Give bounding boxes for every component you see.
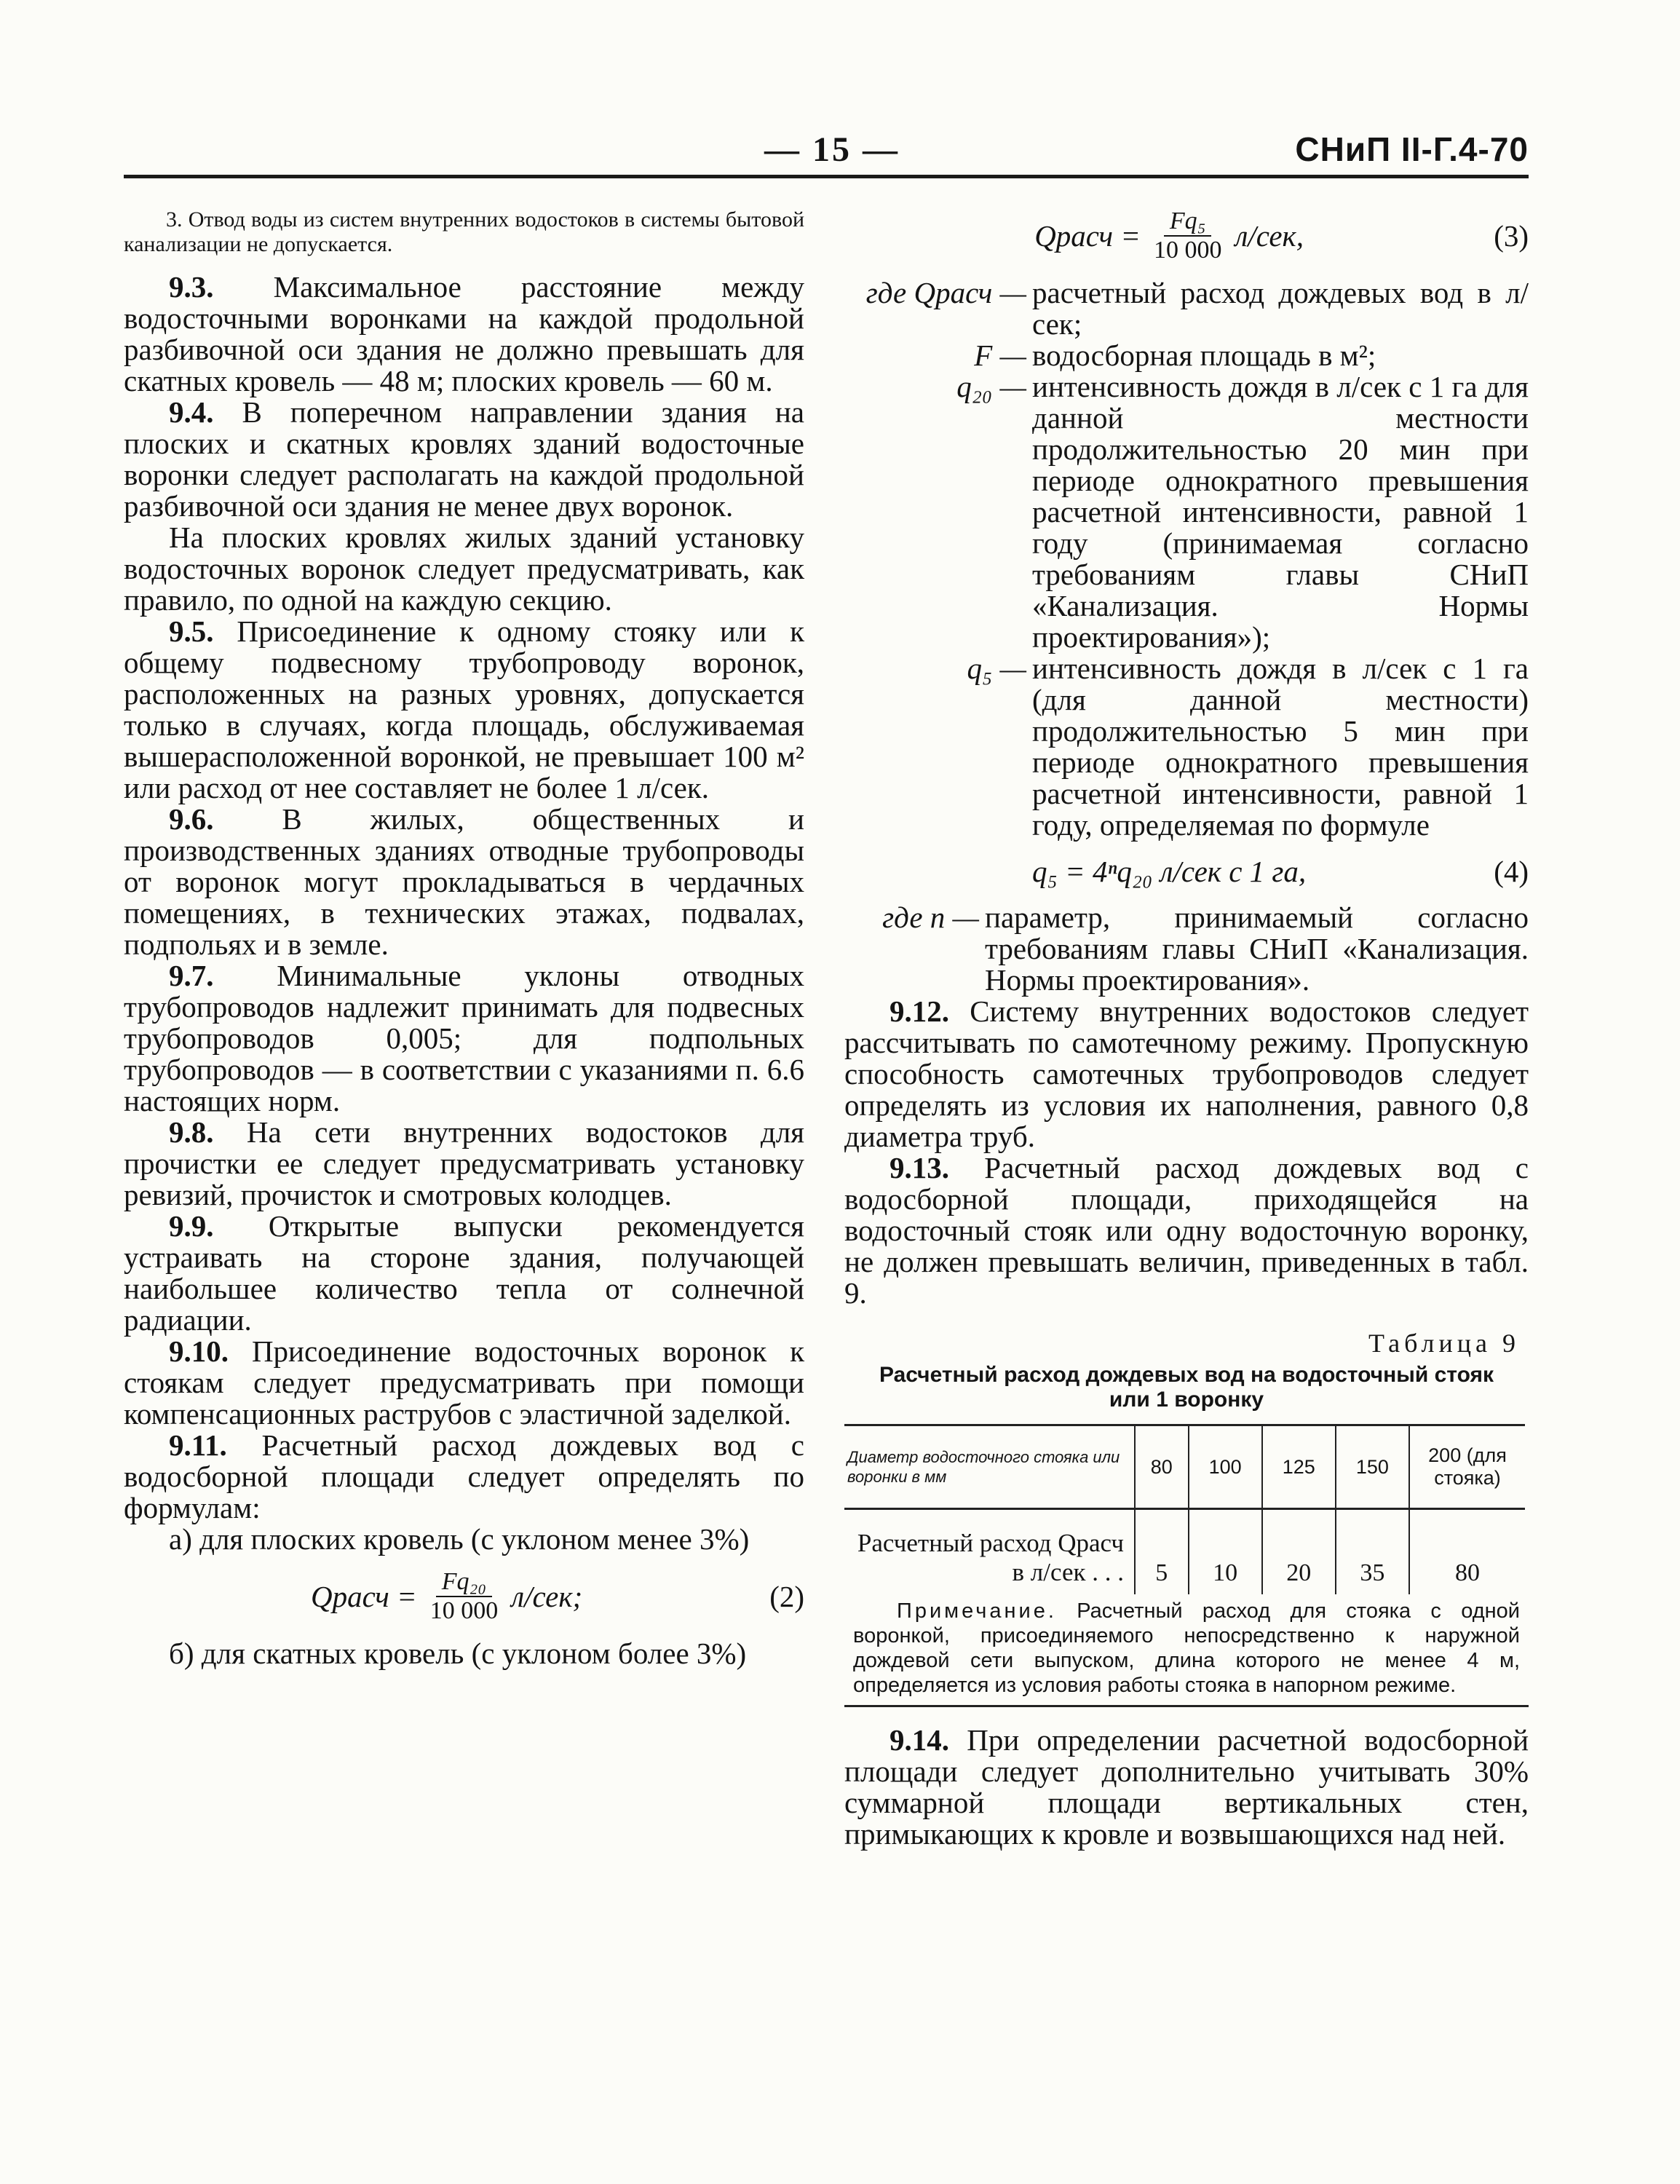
clause-text: Минимальные уклоны отводных трубопроводов надлежит принимать для подвесных трубопроводов 0,005; для подпольных трубопроводов — в соответствии с указаниями п. 6.6 настоящих норм. <box>124 959 804 1117</box>
page-header <box>124 130 1529 178</box>
definition-item <box>844 340 1529 371</box>
clause-number: 9.11. <box>169 1428 227 1462</box>
formula-lhs: Qрасч = <box>1034 219 1141 253</box>
clause-text: Расчетный расход дождевых вод с водосборной площади следует определять по формулам: <box>124 1428 804 1524</box>
table-header-row <box>844 1425 1525 1509</box>
formula-3 <box>844 207 1529 264</box>
fraction-denominator: 10 000 <box>429 1597 499 1624</box>
clause-9-11-a: а) для плоских кровель (с уклоном менее 3%) <box>169 1522 750 1556</box>
clause-9-13 <box>844 1152 1529 1309</box>
document-code: СНиП II-Г.4-70 <box>1295 130 1529 168</box>
equation-number: (4) <box>1494 855 1529 888</box>
right-column <box>844 207 1529 1850</box>
clause-number: 9.5. <box>169 614 214 648</box>
definition-text: интенсивность дождя в л/сек с 1 га для данной местности продолжительностью 20 мин при периоде однократного превышения расчетной интенсивности, равной 1 году (принимаемая согласно требованиям главы СНиП «Канализация. Нормы проектирования»); <box>1032 370 1529 654</box>
clause-text: В поперечном направлении здания на плоских и скатных кровлях зданий водосточные воронки следует располагать на каждой продольной разбивочной оси здания не менее двух воронок. <box>124 395 805 523</box>
clause-9-14 <box>844 1725 1529 1850</box>
clause-number: 9.14. <box>889 1723 949 1757</box>
clause-9-12 <box>844 996 1529 1152</box>
table-row <box>844 1509 1525 1595</box>
table-cell: 80 <box>1409 1509 1525 1595</box>
definitions-list <box>844 277 1529 841</box>
formula-expression <box>311 1568 582 1625</box>
clause-text: Открытые выпуски рекомендуется устраивать на стороне здания, получающей наибольшее количество тепла от солнечной радиации. <box>124 1209 804 1337</box>
clause-9-11-b: б) для скатных кровель (с уклоном более 3%) <box>169 1637 747 1670</box>
table-note-label: Примечание. <box>897 1599 1057 1623</box>
clause-number: 9.4. <box>169 395 214 429</box>
table-header-cell: 80 <box>1135 1425 1189 1509</box>
table-label: Таблица 9 <box>1368 1329 1520 1358</box>
equation-number: (2) <box>769 1580 804 1613</box>
clause-number: 9.7. <box>169 959 214 992</box>
table-header-cell: 125 <box>1262 1425 1336 1509</box>
clause-9-4 <box>124 397 804 522</box>
clause-number: 9.8. <box>169 1115 214 1149</box>
clause-9-8 <box>124 1117 804 1211</box>
clause-text: Присоединение к одному стояку или к общему подвесному трубопроводу воронок, расположенных на разных уровнях, допускается только в случаях, когда площадь, обслуживаемая вышерасположенной воронкой, не превышает 100 м² или расход от нее составляет не более 1 л/сек. <box>124 614 805 804</box>
formula-4 <box>844 854 1529 889</box>
clause-text: Расчетный расход дождевых вод с водосборной площади, приходящейся на водосточный стояк или одну водосточную воронку, не должен превышать величин, приведенных в табл. 9. <box>844 1151 1529 1310</box>
clause-9-5 <box>124 616 804 804</box>
table-header-cell: 150 <box>1336 1425 1409 1509</box>
formula-expression <box>1034 207 1304 264</box>
fraction-numerator: Fq₅ <box>1164 207 1212 237</box>
clause-text: При определении расчетной водосборной площади следует дополнительно учитывать 30% суммарной площади вертикальных стен, примыкающих к кровле и возвышающихся над ней. <box>844 1723 1529 1851</box>
clause-number: 9.3. <box>169 270 214 304</box>
definition-symbol: где n — <box>882 901 979 934</box>
definition-symbol: где Qрасч — <box>865 276 1026 309</box>
note-3: 3. Отвод воды из систем внутренних водостоков в системы бытовой канализации не допускается. <box>124 207 804 256</box>
clause-text: На сети внутренних водостоков для прочистки ее следует предусматривать установку ревизий, прочисток и смотровых колодцев. <box>124 1115 805 1211</box>
equation-number: (3) <box>1494 219 1529 253</box>
clause-9-6 <box>124 804 804 960</box>
clause-number: 9.12. <box>889 994 949 1028</box>
table-cell: 20 <box>1262 1509 1336 1595</box>
clause-number: 9.10. <box>169 1334 229 1368</box>
clause-9-3 <box>124 272 804 397</box>
table-cell: Расчетный расход Qрасч в л/сек . . . <box>857 1529 1124 1586</box>
table-header-cell: Диаметр водосточного стояка или воронки в мм <box>844 1425 1135 1509</box>
definition-symbol: q₅ — <box>967 652 1026 685</box>
formula-unit: л/сек; <box>511 1580 583 1613</box>
clause-text: Максимальное расстояние между водосточными воронками на каждой продольной разбивочной оси здания не должно превышать для скатных кровель — 48 м; плоских кровель — 60 м. <box>124 270 804 397</box>
clause-number: 9.13. <box>889 1151 949 1184</box>
clause-9-11 <box>124 1430 804 1524</box>
definition-text: интенсивность дождя в л/сек с 1 га (для данной местности) продолжительностью 5 мин при периоде однократного превышения расчетной интенсивности, равной 1 году, определяемая по формуле <box>1032 652 1529 842</box>
definition-item <box>844 902 1529 996</box>
clause-9-7 <box>124 960 804 1117</box>
fraction-numerator: Fq₂₀ <box>436 1568 492 1597</box>
table-note-text: Расчетный расход для стояка с одной воронкой, присоединяемого непосредственно к наружной дождевой сети выпуском, длина которого не менее 4 м, определяется из условия работы стояка в напорном режиме. <box>853 1599 1520 1697</box>
table-cell: 35 <box>1336 1509 1409 1595</box>
definition-n <box>844 902 1529 996</box>
formula-lhs: Qрасч = <box>310 1580 417 1613</box>
clause-number: 9.6. <box>169 802 214 836</box>
left-column <box>124 207 804 1669</box>
clause-9-9 <box>124 1211 804 1336</box>
table-header-cell: 200 (для стояка) <box>1409 1425 1525 1509</box>
fraction-denominator: 10 000 <box>1153 237 1222 264</box>
table-cell: 5 <box>1135 1509 1189 1595</box>
formula-2 <box>124 1568 804 1625</box>
definition-text: водосборная площадь в м²; <box>1032 339 1376 372</box>
clause-9-4-continued: На плоских кровлях жилых зданий установку водосточных воронок следует предусматривать, как правило, по одной на каждую секцию. <box>124 521 804 617</box>
table-caption: Расчетный расход дождевых вод на водосточный стояк или 1 воронку <box>879 1363 1494 1412</box>
clause-number: 9.9. <box>169 1209 214 1243</box>
definition-symbol: q₂₀ — <box>956 370 1026 403</box>
page-number: — 15 — <box>764 130 900 169</box>
definition-text: параметр, принимаемый согласно требованиям главы СНиП «Канализация. Нормы проектирования». <box>985 901 1529 997</box>
definition-symbol: F — <box>974 339 1026 372</box>
clause-text: Систему внутренних водостоков следует рассчитывать по самотечному режиму. Пропускную способность самотечных трубопроводов следует определять из условия их наполнения, равного 0,8 диаметра труб. <box>844 994 1529 1153</box>
table-header-cell: 100 <box>1189 1425 1262 1509</box>
definition-item <box>844 371 1529 653</box>
formula-unit: л/сек, <box>1235 219 1304 253</box>
definition-item <box>844 653 1529 841</box>
definition-item <box>844 277 1529 340</box>
clause-text: Присоединение водосточных воронок к стоякам следует предусматривать при помощи компенсационных раструбов с эластичной заделкой. <box>124 1334 804 1431</box>
formula-fraction <box>424 1568 504 1625</box>
clause-text: В жилых, общественных и производственных зданиях отводные трубопроводы от воронок могут прокладываться в чердачных помещениях, в технических этажах, подвалах, подпольях и в земле. <box>124 802 805 961</box>
formula-expression: q₅ = 4ⁿq₂₀ л/сек с 1 га, <box>1032 855 1307 888</box>
formula-fraction <box>1148 207 1228 264</box>
table-cell: 10 <box>1189 1509 1262 1595</box>
table-note <box>844 1594 1529 1707</box>
definition-text: расчетный расход дождевых вод в л/сек; <box>1032 276 1529 341</box>
table-9 <box>844 1424 1525 1594</box>
clause-9-10 <box>124 1336 804 1430</box>
